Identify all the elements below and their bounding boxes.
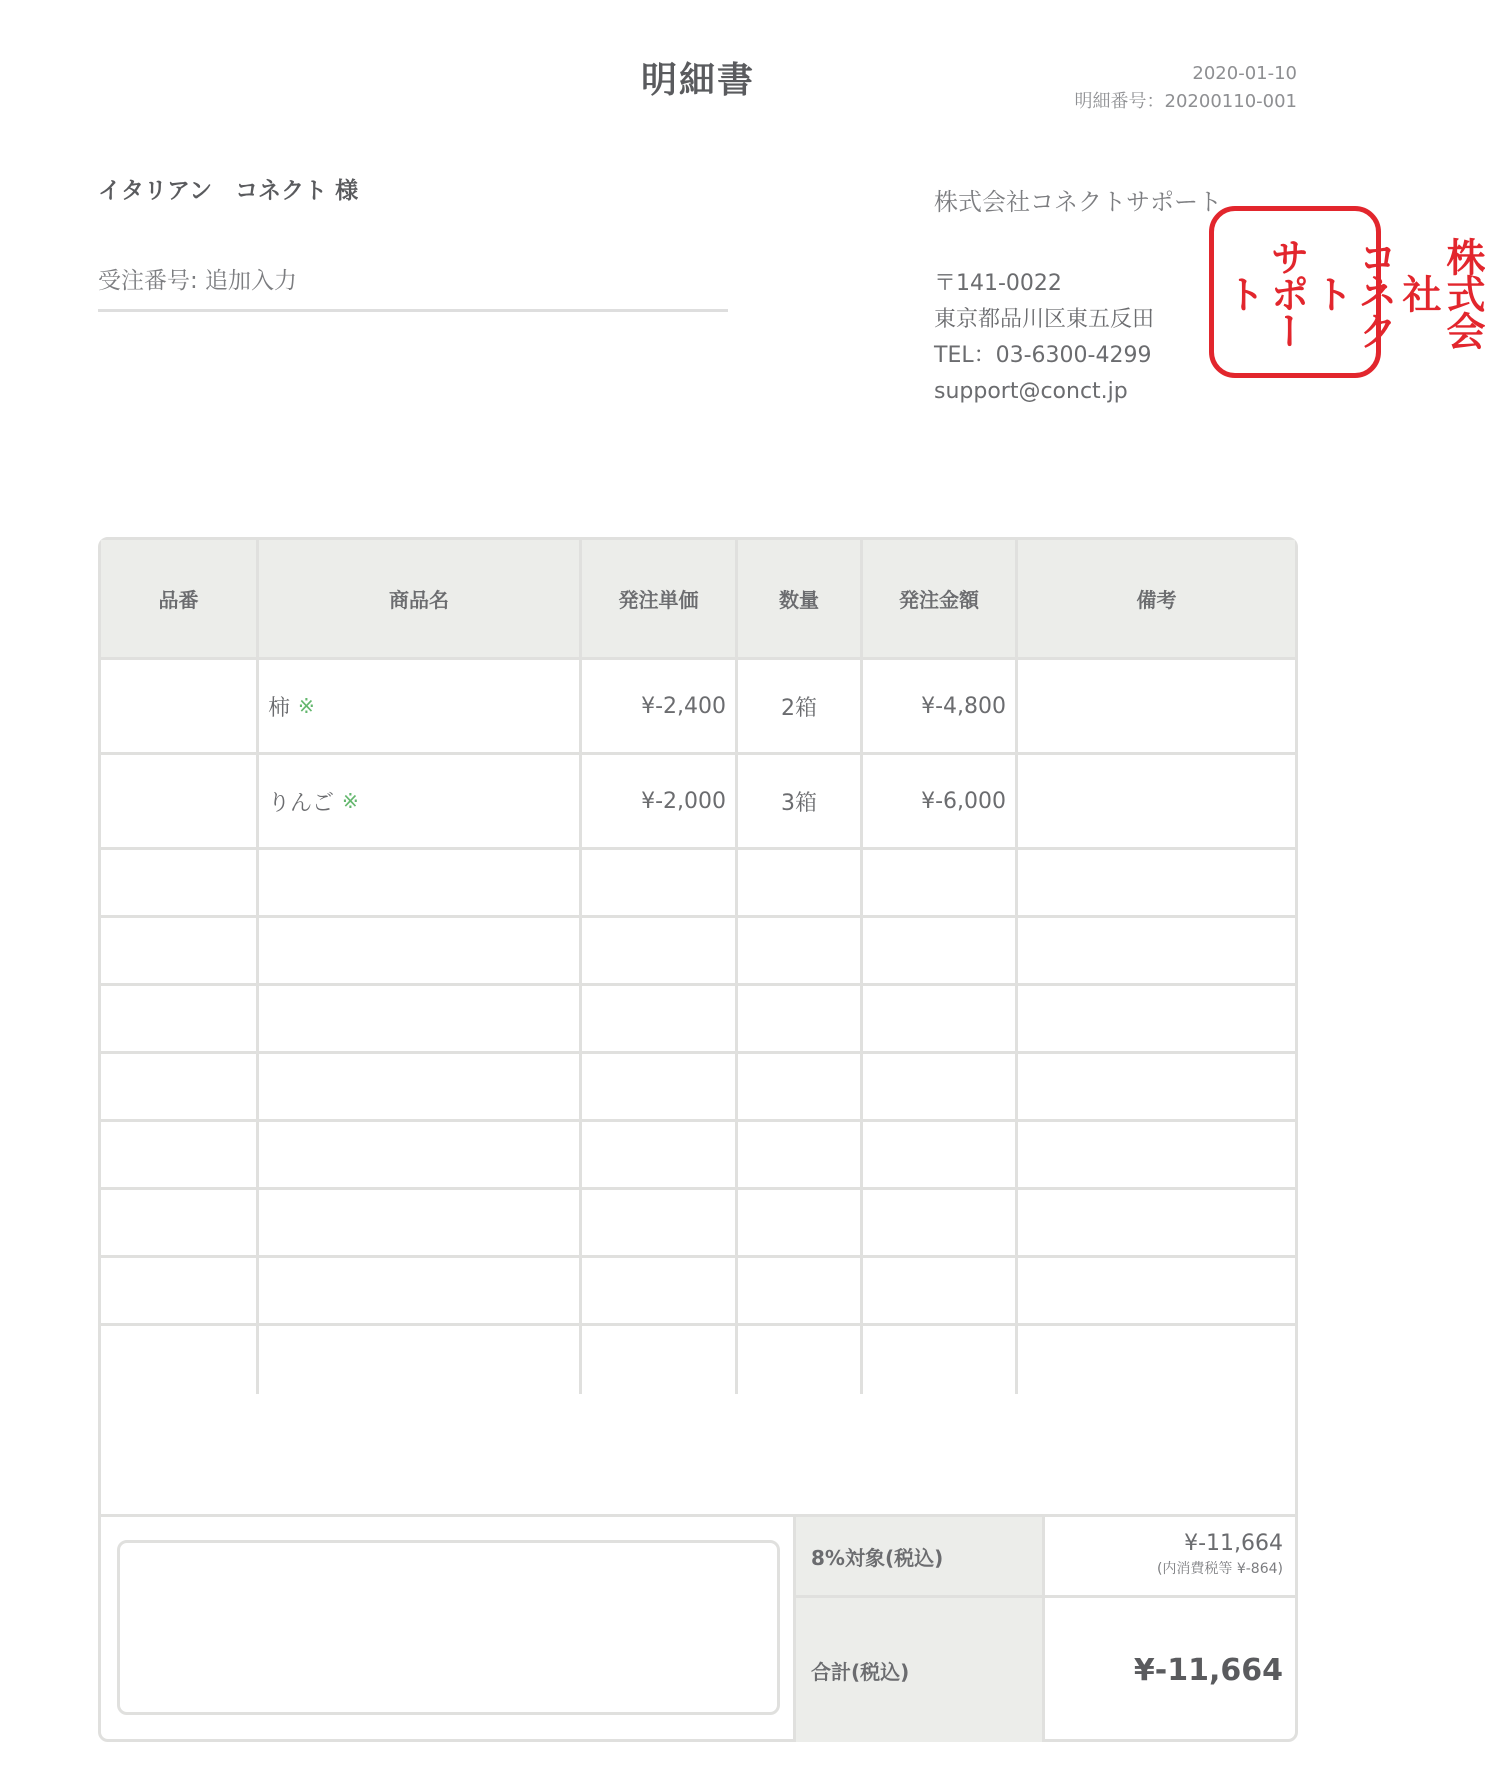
item-code-cell: [101, 660, 259, 752]
empty-cell: [1018, 1190, 1295, 1255]
product-name: りんご: [268, 790, 335, 816]
empty-cell: [101, 1122, 259, 1187]
empty-cell: [101, 918, 259, 983]
empty-cell: [863, 986, 1018, 1051]
total-label: 合計(税込): [796, 1598, 1045, 1742]
tax8-label: 8%対象(税込): [796, 1517, 1045, 1595]
total-value: ¥-11,664: [1133, 1652, 1283, 1688]
header-item-code: 品番: [101, 540, 259, 657]
product-name-cell: [259, 755, 582, 847]
quantity-cell: 2箱: [738, 660, 863, 752]
empty-cell: [863, 850, 1018, 915]
header-product-name: 商品名: [259, 540, 582, 657]
product-name: 柿: [268, 695, 291, 721]
seal-line: コネクト: [1308, 236, 1397, 348]
empty-cell: [259, 1258, 582, 1323]
remarks-cell: [1018, 660, 1295, 752]
empty-cell: [101, 1190, 259, 1255]
total-row: [796, 1598, 1298, 1742]
empty-cell: [738, 1190, 863, 1255]
empty-cell: [1018, 1054, 1295, 1119]
empty-cell: [863, 1258, 1018, 1323]
table-row-empty: [101, 1258, 1295, 1326]
seal-line: サポート: [1220, 236, 1309, 348]
company-name: 株式会社コネクトサポート: [934, 188, 1222, 216]
empty-cell: [1018, 986, 1295, 1051]
table-row-empty: [101, 986, 1295, 1054]
empty-cell: [101, 1258, 259, 1323]
empty-cell: [863, 1122, 1018, 1187]
empty-cell: [582, 1054, 738, 1119]
seal-line: 株式会社: [1396, 236, 1485, 348]
item-code-cell: [101, 755, 259, 847]
empty-cell: [259, 1122, 582, 1187]
tax8-value-cell: [1045, 1517, 1298, 1595]
empty-cell: [1018, 918, 1295, 983]
phone-number: TEL：03-6300-4299: [934, 343, 1152, 368]
product-name-cell: [259, 660, 582, 752]
table-row-empty: [101, 1326, 1295, 1394]
table-row-empty: [101, 1054, 1295, 1122]
empty-cell: [582, 1258, 738, 1323]
reduced-tax-mark: ※: [298, 694, 315, 718]
tax8-value: ¥-11,664: [1184, 1531, 1283, 1556]
empty-cell: [582, 1190, 738, 1255]
table-row-empty: [101, 1122, 1295, 1190]
empty-cell: [863, 1054, 1018, 1119]
empty-cell: [1018, 1122, 1295, 1187]
amount-cell: ¥-4,800: [863, 660, 1018, 752]
empty-cell: [738, 986, 863, 1051]
empty-cell: [101, 986, 259, 1051]
empty-cell: [738, 1258, 863, 1323]
empty-cell: [259, 1326, 582, 1394]
remarks-cell: [1018, 755, 1295, 847]
email-address: support@conct.jp: [934, 379, 1128, 404]
empty-cell: [582, 850, 738, 915]
empty-cell: [1018, 1258, 1295, 1323]
empty-cell: [738, 1122, 863, 1187]
empty-cell: [582, 918, 738, 983]
company-seal-stamp: [1209, 206, 1485, 378]
table-row: [101, 755, 1295, 850]
page-title: 明細書: [640, 60, 755, 101]
empty-cell: [738, 918, 863, 983]
header-unit-price: 発注単価: [582, 540, 738, 657]
empty-cell: [863, 1326, 1018, 1394]
empty-cell: [582, 986, 738, 1051]
postal-code: 〒141-0022: [934, 271, 1062, 296]
statement-table: [98, 537, 1298, 1742]
tax8-consumption-tax-note: (内消費税等 ¥-864): [1156, 1561, 1283, 1577]
issue-date: 2020-01-10: [1192, 63, 1297, 84]
document-meta: [1075, 60, 1297, 116]
header-remarks: 備考: [1018, 540, 1295, 657]
empty-cell: [738, 850, 863, 915]
table-row-empty: [101, 918, 1295, 986]
empty-cell: [259, 1054, 582, 1119]
table-row-empty: [101, 1190, 1295, 1258]
table-grid: [101, 540, 1295, 1394]
empty-cell: [1018, 1326, 1295, 1394]
empty-cell: [259, 986, 582, 1051]
empty-cell: [863, 1190, 1018, 1255]
customer-name: イタリアン コネクト 様: [98, 178, 359, 204]
memo-box[interactable]: [117, 1540, 780, 1715]
empty-cell: [101, 1326, 259, 1394]
table-row: [101, 660, 1295, 755]
empty-cell: [738, 1326, 863, 1394]
unit-price-cell: ¥-2,400: [582, 660, 738, 752]
empty-cell: [738, 1054, 863, 1119]
empty-cell: [582, 1326, 738, 1394]
quantity-cell: 3箱: [738, 755, 863, 847]
empty-cell: [863, 918, 1018, 983]
empty-cell: [101, 850, 259, 915]
address-line: 東京都品川区東五反田: [934, 307, 1155, 332]
amount-cell: ¥-6,000: [863, 755, 1018, 847]
empty-cell: [259, 918, 582, 983]
reduced-tax-mark: ※: [342, 789, 359, 813]
table-header-row: [101, 540, 1295, 660]
table-row-empty: [101, 850, 1295, 918]
statement-number: 明細番号：20200110-001: [1074, 91, 1297, 112]
empty-cell: [259, 1190, 582, 1255]
table-footer: [101, 1514, 1295, 1739]
order-number-field[interactable]: 受注番号: 追加入力: [98, 262, 728, 312]
summary-grid: [793, 1517, 1295, 1742]
empty-cell: [1018, 850, 1295, 915]
empty-cell: [101, 1054, 259, 1119]
header-amount: 発注金額: [863, 540, 1018, 657]
unit-price-cell: ¥-2,000: [582, 755, 738, 847]
header-quantity: 数量: [738, 540, 863, 657]
tax8-row: [796, 1517, 1298, 1598]
empty-cell: [259, 850, 582, 915]
company-address-block: [934, 266, 1154, 410]
empty-cell: [582, 1122, 738, 1187]
